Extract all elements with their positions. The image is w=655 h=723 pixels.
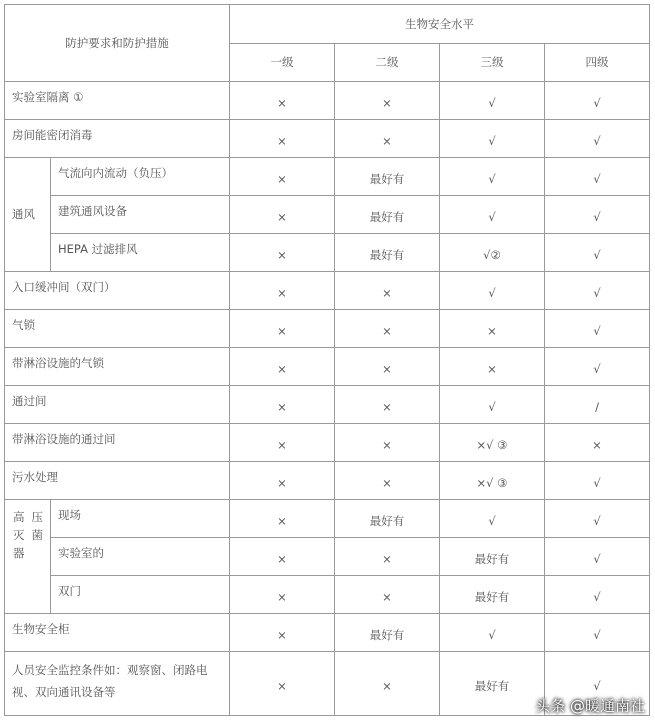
cell-value: 最好有 — [474, 552, 510, 566]
row-label: 通过间 — [5, 386, 230, 424]
cell-value: √ — [488, 96, 496, 110]
group-label-autoclave — [5, 500, 51, 614]
cell-value: 最好有 — [474, 590, 510, 604]
cell-value: × — [277, 552, 287, 566]
autoclave-label-char: 菌 — [31, 528, 43, 542]
cell-value: √ — [488, 628, 496, 642]
level-3-cell — [440, 538, 545, 576]
cell-value: 最好有 — [369, 514, 405, 528]
level-2-cell — [335, 614, 440, 652]
level-3-cell — [440, 424, 545, 462]
row-label: 实验室隔离 ① — [5, 82, 230, 120]
level-1-cell — [230, 500, 335, 538]
level-3-cell — [440, 310, 545, 348]
level-2-cell — [335, 158, 440, 196]
level-1-cell — [230, 576, 335, 614]
autoclave-label-line — [13, 544, 43, 562]
cell-value: × — [277, 172, 287, 186]
level-1-cell — [230, 614, 335, 652]
cell-value: × — [277, 476, 287, 490]
cell-value: √ — [488, 514, 496, 528]
level-4-cell — [545, 538, 650, 576]
cell-value: √ — [593, 134, 601, 148]
level-3-cell — [440, 196, 545, 234]
row-label: 带淋浴设施的气锁 — [5, 348, 230, 386]
cell-value: × — [487, 362, 497, 376]
table-row — [5, 424, 650, 462]
level-2-cell — [335, 424, 440, 462]
row-label: 污水处理 — [5, 462, 230, 500]
cell-value: √ — [593, 96, 601, 110]
cell-value: √ — [593, 552, 601, 566]
level-2-cell — [335, 272, 440, 310]
cell-value: √ — [593, 590, 601, 604]
level-3-cell — [440, 158, 545, 196]
row-label: 建筑通风设备 — [51, 196, 230, 234]
cell-value: × — [382, 324, 392, 338]
table-row — [5, 462, 650, 500]
watermark: 头条 @暖通南社 — [535, 697, 645, 715]
cell-value: √ — [593, 679, 601, 693]
level-4-cell — [545, 234, 650, 272]
cell-value: / — [595, 400, 599, 414]
level-2-cell — [335, 196, 440, 234]
table-row — [5, 158, 650, 196]
level-1-header: 一级 — [230, 44, 335, 82]
cell-value: × — [382, 362, 392, 376]
row-label: 人员安全监控条件如：观察窗、闭路电视、双向通讯设备等 — [5, 652, 230, 716]
cell-value: × — [277, 514, 287, 528]
level-2-cell — [335, 462, 440, 500]
cell-value: ×√ ③ — [476, 438, 508, 452]
level-4-cell — [545, 158, 650, 196]
level-3-cell — [440, 652, 545, 716]
level-3-cell — [440, 234, 545, 272]
level-4-cell — [545, 500, 650, 538]
row-label: 气流向内流动（负压） — [51, 158, 230, 196]
cell-value: √ — [593, 362, 601, 376]
level-4-cell — [545, 348, 650, 386]
cell-value: × — [277, 134, 287, 148]
level-2-cell — [335, 576, 440, 614]
level-4-cell — [545, 82, 650, 120]
level-1-cell — [230, 386, 335, 424]
row-label: 气锁 — [5, 310, 230, 348]
level-4-cell — [545, 424, 650, 462]
level-2-cell — [335, 386, 440, 424]
biosafety-table — [4, 4, 650, 716]
row-label: 生物安全柜 — [5, 614, 230, 652]
cell-value: √ — [488, 172, 496, 186]
level-4-cell — [545, 310, 650, 348]
table-row — [5, 196, 650, 234]
row-label: 双门 — [51, 576, 230, 614]
cell-value: × — [277, 438, 287, 452]
cell-value: √ — [488, 400, 496, 414]
cell-value: × — [277, 400, 287, 414]
table-row — [5, 386, 650, 424]
cell-value: × — [382, 679, 392, 693]
cell-value: 最好有 — [369, 248, 405, 262]
level-3-cell — [440, 500, 545, 538]
cell-value: × — [277, 286, 287, 300]
cell-value: × — [382, 552, 392, 566]
level-4-cell — [545, 272, 650, 310]
level-2-header: 二级 — [335, 44, 440, 82]
cell-value: × — [277, 248, 287, 262]
level-2-cell — [335, 234, 440, 272]
cell-value: √ — [593, 628, 601, 642]
autoclave-label-char: 器 — [13, 546, 25, 560]
table-row — [5, 538, 650, 576]
cell-value: × — [277, 96, 287, 110]
table-row — [5, 120, 650, 158]
cell-value: √② — [483, 248, 501, 262]
level-2-cell — [335, 310, 440, 348]
table-row — [5, 614, 650, 652]
cell-value: × — [277, 210, 287, 224]
cell-value: √ — [593, 286, 601, 300]
cell-value: × — [277, 628, 287, 642]
cell-value: × — [277, 362, 287, 376]
cell-value: × — [382, 400, 392, 414]
level-2-cell — [335, 538, 440, 576]
level-2-cell — [335, 348, 440, 386]
level-1-cell — [230, 196, 335, 234]
cell-value: × — [592, 438, 602, 452]
cell-value: × — [382, 438, 392, 452]
cell-value: 最好有 — [369, 172, 405, 186]
level-1-cell — [230, 120, 335, 158]
cell-value: √ — [488, 210, 496, 224]
level-3-cell — [440, 120, 545, 158]
level-2-cell — [335, 120, 440, 158]
cell-value: ×√ ③ — [476, 476, 508, 490]
level-3-cell — [440, 272, 545, 310]
cell-value: √ — [593, 172, 601, 186]
level-4-cell — [545, 576, 650, 614]
cell-value: × — [487, 324, 497, 338]
biosafety-level-header: 生物安全水平 — [230, 5, 650, 44]
level-1-cell — [230, 348, 335, 386]
level-4-cell — [545, 462, 650, 500]
level-1-cell — [230, 272, 335, 310]
cell-value: √ — [488, 134, 496, 148]
cell-value: √ — [593, 324, 601, 338]
level-1-cell — [230, 424, 335, 462]
level-1-cell — [230, 538, 335, 576]
level-4-cell — [545, 386, 650, 424]
table-row — [5, 348, 650, 386]
row-label: HEPA 过滤排风 — [51, 234, 230, 272]
level-3-cell — [440, 576, 545, 614]
level-4-header: 四级 — [545, 44, 650, 82]
row-label: 现场 — [51, 500, 230, 538]
cell-value: 最好有 — [369, 628, 405, 642]
level-4-cell — [545, 120, 650, 158]
cell-value: × — [277, 679, 287, 693]
cell-value: √ — [593, 514, 601, 528]
cell-value: × — [382, 476, 392, 490]
level-2-cell — [335, 82, 440, 120]
level-1-cell — [230, 234, 335, 272]
table-row — [5, 272, 650, 310]
autoclave-label-line — [13, 508, 43, 526]
autoclave-label-char: 灭 — [13, 528, 32, 542]
autoclave-label-char: 压 — [31, 510, 43, 524]
level-1-cell — [230, 310, 335, 348]
cell-value: × — [277, 324, 287, 338]
level-4-cell — [545, 196, 650, 234]
level-1-cell — [230, 462, 335, 500]
row-label: 带淋浴设施的通过间 — [5, 424, 230, 462]
table-row — [5, 576, 650, 614]
level-1-cell — [230, 158, 335, 196]
level-3-cell — [440, 82, 545, 120]
corner-header: 防护要求和防护措施 — [5, 5, 230, 82]
cell-value: × — [382, 134, 392, 148]
cell-value: √ — [593, 210, 601, 224]
cell-value: √ — [593, 248, 601, 262]
level-3-cell — [440, 462, 545, 500]
level-3-cell — [440, 348, 545, 386]
cell-value: × — [382, 286, 392, 300]
cell-value: × — [382, 96, 392, 110]
cell-value: × — [382, 590, 392, 604]
level-2-cell — [335, 652, 440, 716]
cell-value: 最好有 — [369, 210, 405, 224]
group-label-ventilation: 通风 — [5, 158, 51, 272]
table-row — [5, 234, 650, 272]
level-3-cell — [440, 614, 545, 652]
row-label: 房间能密闭消毒 — [5, 120, 230, 158]
table-row — [5, 500, 650, 538]
cell-value: √ — [488, 286, 496, 300]
level-1-cell — [230, 652, 335, 716]
level-2-cell — [335, 500, 440, 538]
level-3-header: 三级 — [440, 44, 545, 82]
autoclave-label-line — [13, 526, 43, 544]
table-row — [5, 310, 650, 348]
row-label: 实验室的 — [51, 538, 230, 576]
level-3-cell — [440, 386, 545, 424]
cell-value: 最好有 — [474, 679, 510, 693]
row-label: 入口缓冲间（双门） — [5, 272, 230, 310]
table-row — [5, 82, 650, 120]
level-1-cell — [230, 82, 335, 120]
autoclave-label-char: 高 — [13, 510, 32, 524]
cell-value: × — [277, 590, 287, 604]
cell-value: √ — [593, 476, 601, 490]
level-4-cell — [545, 614, 650, 652]
